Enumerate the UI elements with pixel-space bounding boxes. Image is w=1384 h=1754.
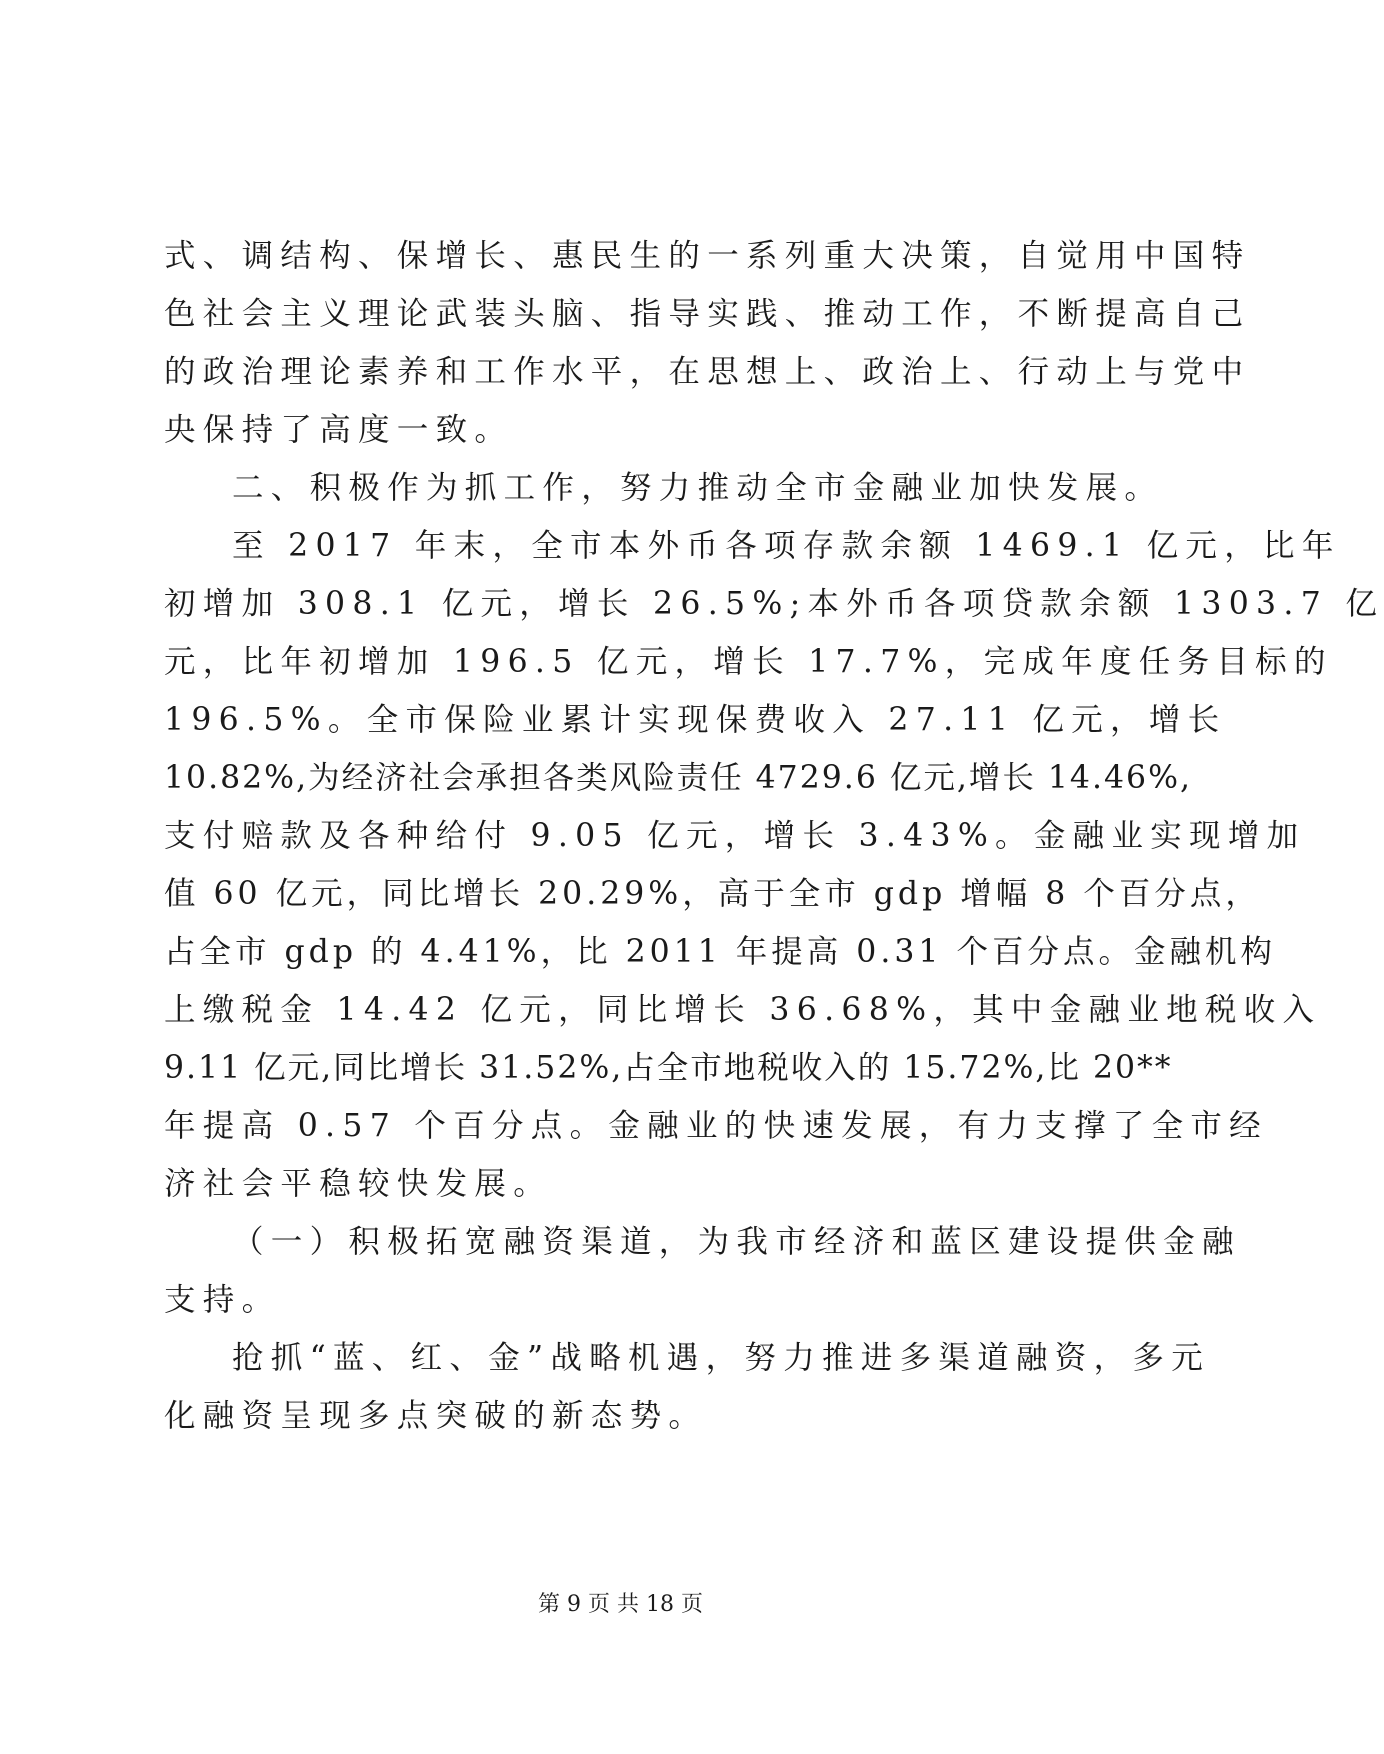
page-number-footer: 第 9 页 共 18 页 — [538, 1592, 703, 1617]
text-line: 元，比年初增加 196.5 亿元，增长 17.7%，完成年度任务目标的 — [164, 644, 1333, 680]
text-line: 至 2017 年末，全市本外币各项存款余额 1469.1 亿元，比年 — [232, 528, 1341, 564]
text-line: 9.11 亿元,同比增长 31.52%,占全市地税收入的 15.72%,比 20** — [164, 1050, 1173, 1086]
text-line: 央保持了高度一致。 — [164, 412, 514, 448]
text-line: 济社会平稳较快发展。 — [164, 1166, 553, 1202]
section-heading: 二、积极作为抓工作，努力推动全市金融业加快发展。 — [232, 470, 1164, 506]
text-line: 支付赔款及各种给付 9.05 亿元，增长 3.43%。金融业实现增加 — [164, 818, 1306, 854]
text-line: 10.82%,为经济社会承担各类风险责任 4729.6 亿元,增长 14.46%, — [164, 760, 1193, 796]
text-line: 色社会主义理论武装头脑、指导实践、推动工作，不断提高自己 — [164, 296, 1251, 332]
text-line: 初增加 308.1 亿元，增长 26.5%;本外币各项贷款余额 1303.7 亿 — [164, 586, 1384, 622]
text-line: 式、调结构、保增长、惠民生的一系列重大决策，自觉用中国特 — [164, 238, 1251, 274]
text-line: 年提高 0.57 个百分点。金融业的快速发展，有力支撑了全市经 — [164, 1108, 1268, 1144]
text-line: 占全市 gdp 的 4.41%，比 2011 年提高 0.31 个百分点。金融机构 — [164, 934, 1276, 970]
text-line: 值 60 亿元，同比增长 20.29%，高于全市 gdp 增幅 8 个百分点， — [164, 876, 1261, 912]
text-line: 上缴税金 14.42 亿元，同比增长 36.68%，其中金融业地税收入 — [164, 992, 1322, 1028]
text-line: 的政治理论素养和工作水平，在思想上、政治上、行动上与党中 — [164, 354, 1251, 390]
text-line: 支持。 — [164, 1282, 281, 1318]
text-line: 化融资呈现多点突破的新态势。 — [164, 1398, 708, 1434]
text-line: 196.5%。全市保险业累计实现保费收入 27.11 亿元，增长 — [164, 702, 1227, 738]
subsection-heading: （一）积极拓宽融资渠道，为我市经济和蓝区建设提供金融 — [232, 1224, 1241, 1260]
text-line: 抢抓“蓝、红、金”战略机遇，努力推进多渠道融资，多元 — [232, 1340, 1211, 1376]
